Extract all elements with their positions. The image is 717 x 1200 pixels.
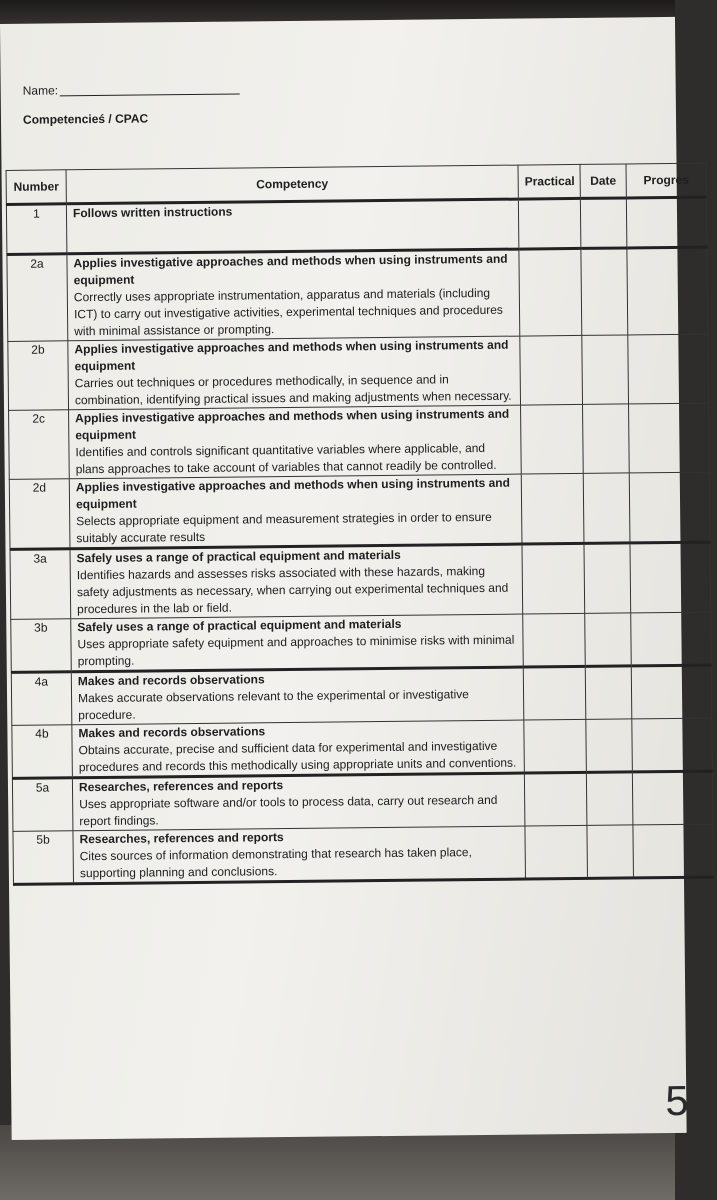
date-cell[interactable] (586, 772, 633, 825)
competency-cell (67, 249, 520, 341)
competency-cell (69, 474, 522, 549)
progress-cell[interactable] (629, 472, 710, 543)
practical-cell[interactable] (524, 719, 587, 773)
row-number: 5a (12, 778, 73, 832)
name-label: Name: (22, 83, 59, 98)
progress-cell[interactable] (627, 247, 708, 335)
row-number: 4b (12, 725, 73, 779)
competency-description: Uses appropriate software and/or tools to process data, carry out research and report findings. (79, 792, 498, 829)
row-number: 2b (8, 341, 69, 411)
progress-cell[interactable] (628, 334, 709, 404)
progress-cell[interactable] (633, 824, 714, 878)
practical-cell[interactable] (525, 825, 588, 879)
competency-description: Identifies hazards and assesses risks associated with these hazards, making safety adjustments as necessary, when carrying out experimental techniques and procedures in the lab or field. (76, 563, 509, 617)
table-row (12, 771, 713, 831)
progress-cell[interactable] (632, 718, 713, 772)
page-title: Competencieś / CPAC (22, 111, 149, 127)
competency-cell (70, 544, 523, 619)
practical-cell[interactable] (519, 248, 582, 336)
competency-heading: Follows written instructions (72, 204, 233, 221)
table-row (10, 542, 711, 619)
row-number: 2a (7, 254, 68, 342)
column-header-number: Number (6, 170, 66, 205)
date-cell[interactable] (583, 473, 630, 543)
column-header-progress: Progres (626, 163, 706, 198)
column-header-date: Date (580, 164, 626, 198)
competency-description: Selects appropriate equipment and measurement strategies in order to ensure suitably accurate results (76, 509, 492, 546)
date-cell[interactable] (585, 613, 632, 666)
name-field (23, 81, 240, 97)
row-number: 5b (13, 831, 74, 885)
date-cell[interactable] (587, 825, 634, 878)
competency-table (6, 163, 714, 886)
paper-sheet (0, 17, 687, 1140)
competency-heading: Makes and records observations (77, 672, 265, 689)
progress-cell[interactable] (626, 197, 707, 248)
table-row (9, 472, 710, 549)
date-cell[interactable] (585, 666, 632, 719)
date-cell[interactable] (583, 404, 630, 473)
competency-cell (73, 826, 526, 884)
competency-heading: Applies investigative approaches and methods when using instruments and equipment (75, 475, 510, 512)
page-number: 5 (665, 1076, 689, 1125)
competency-heading: Applies investigative approaches and methods when using instruments and equipment (75, 406, 510, 443)
competency-description: Obtains accurate, precise and sufficient data for experimental and investigative procedures and records this methodically using appropriate units and conventions. (78, 738, 517, 775)
row-number: 2d (9, 479, 70, 550)
competency-cell (71, 614, 524, 672)
competency-heading: Researches, references and reports (78, 778, 284, 795)
competency-heading: Safely uses a range of practical equipment and materials (76, 547, 401, 566)
name-blank-line (60, 93, 240, 96)
row-number: 4a (11, 672, 72, 726)
practical-cell[interactable] (521, 404, 584, 474)
competency-heading: Applies investigative approaches and methods when using instruments and equipment (74, 337, 509, 374)
competency-description: Cites sources of information demonstrating that research has taken place, supporting planning and conclusions. (79, 845, 472, 881)
table-row (11, 665, 712, 725)
practical-cell[interactable] (524, 772, 587, 826)
date-cell[interactable] (586, 719, 633, 772)
table-row (11, 612, 712, 672)
competency-cell (72, 720, 525, 778)
competency-cell (66, 199, 518, 254)
column-header-competency: Competency (66, 165, 518, 204)
practical-cell[interactable] (520, 335, 583, 405)
row-number: 3b (11, 619, 72, 673)
competency-cell (69, 405, 522, 479)
competency-description: Carries out techniques or procedures methodically, in sequence and in combination, identifying practical issues and making adjustments when necessary. (74, 372, 512, 408)
competency-description: Uses appropriate safety equipment and approaches to minimise risks with minimal prompting. (77, 632, 515, 669)
progress-cell[interactable] (632, 771, 713, 825)
competency-heading: Applies investigative approaches and methods when using instruments and equipment (73, 251, 508, 288)
progress-cell[interactable] (629, 403, 710, 473)
table-row (6, 197, 706, 254)
column-header-practical: Practical (518, 164, 580, 199)
table-row (8, 334, 709, 410)
competency-heading: Makes and records observations (78, 724, 266, 741)
practical-cell[interactable] (523, 666, 586, 720)
table-row (13, 824, 714, 884)
progress-cell[interactable] (631, 612, 712, 666)
progress-cell[interactable] (630, 542, 711, 613)
row-number: 2c (9, 410, 70, 480)
competency-heading: Researches, references and reports (79, 830, 284, 847)
progress-cell[interactable] (631, 665, 712, 719)
competency-description: Correctly uses appropriate instrumentation, apparatus and materials (including ICT) to carry out investigative activities, experimental techniques and procedures with minimal assistance or prompting. (73, 285, 503, 339)
competency-cell (68, 336, 521, 410)
date-cell[interactable] (584, 543, 631, 613)
row-number: 1 (6, 204, 67, 255)
competency-cell (72, 773, 525, 831)
table-row (7, 247, 708, 341)
practical-cell[interactable] (518, 198, 581, 249)
date-cell[interactable] (580, 198, 627, 248)
table-row (9, 403, 710, 479)
row-number: 3a (10, 549, 71, 620)
practical-cell[interactable] (522, 543, 585, 614)
competency-description: Identifies and controls significant quantitative variables where applicable, and plans approaches to take account of variables that cannot readily be controlled. (75, 440, 497, 477)
date-cell[interactable] (582, 335, 629, 404)
competency-heading: Safely uses a range of practical equipment and materials (77, 616, 402, 635)
date-cell[interactable] (581, 248, 628, 335)
table-row (12, 718, 713, 778)
practical-cell[interactable] (523, 613, 586, 667)
competency-cell (71, 667, 524, 725)
practical-cell[interactable] (521, 473, 584, 544)
competency-description: Makes accurate observations relevant to the experimental or investigative procedure. (77, 687, 469, 723)
